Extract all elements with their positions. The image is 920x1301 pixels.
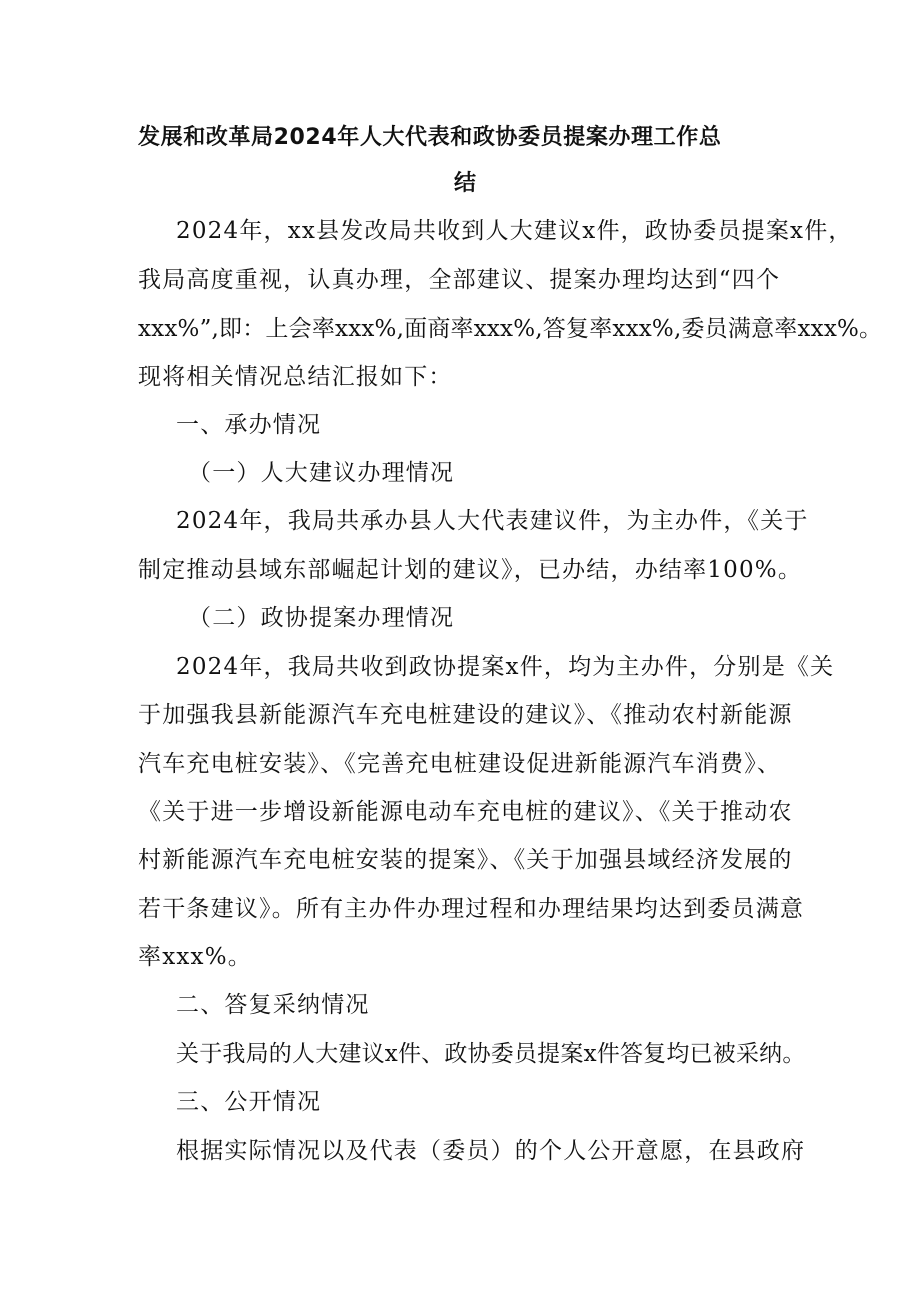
subsection-1-line-1: 2024年，我局共承办县人大代表建议件，为主办件，《关于 xyxy=(176,508,809,534)
subsection-1-line-2: 制定推动县域东部崛起计划的建议》，已办结，办结率100%。 xyxy=(138,557,803,583)
intro-line-4: 现将相关情况总结汇报如下： xyxy=(138,364,453,390)
subsection-2-line-5: 村新能源汽车充电桩安装的提案》、《关于加强县域经济发展的 xyxy=(138,847,793,873)
subsection-2-line-6: 若干条建议》。所有主办件办理过程和办理结果均达到委员满意 xyxy=(138,896,805,922)
subsection-2-heading: （二）政协提案办理情况 xyxy=(188,605,455,631)
subsection-2-line-1: 2024年，我局共收到政协提案x件，均为主办件，分别是《关 xyxy=(176,654,835,680)
section-3-heading: 三、公开情况 xyxy=(176,1089,322,1115)
intro-line-3: xxx%”,即：上会率xxx%,面商率xxx%,答复率xxx%,委员满意率xxx%。 xyxy=(138,316,883,342)
subsection-1-heading: （一）人大建议办理情况 xyxy=(188,460,455,486)
section-2-body: 关于我局的人大建议x件、政协委员提案x件答复均已被采纳。 xyxy=(176,1041,806,1067)
subsection-2-line-4: 《关于进一步增设新能源电动车充电桩的建议》、《关于推动农 xyxy=(138,799,793,825)
section-3-body: 根据实际情况以及代表（委员）的个人公开意愿，在县政府 xyxy=(176,1138,806,1164)
subsection-2-line-7: 率xxx%。 xyxy=(138,944,252,970)
document-title: 发展和改革局2024年人大代表和政协委员提案办理工作总 xyxy=(138,125,722,150)
document-title-continuation: 结 xyxy=(454,171,477,196)
subsection-2-line-2: 于加强我县新能源汽车充电桩建设的建议》、《推动农村新能源 xyxy=(138,702,793,728)
intro-line-1: 2024年，xx县发改局共收到人大建议x件，政协委员提案x件， xyxy=(176,218,853,244)
intro-line-2: 我局高度重视，认真办理，全部建议、提案办理均达到“四个 xyxy=(138,267,781,293)
section-1-heading: 一、承办情况 xyxy=(176,412,322,438)
section-2-heading: 二、答复采纳情况 xyxy=(176,992,370,1018)
subsection-2-line-3: 汽车充电桩安装》、《完善充电桩建设促进新能源汽车消费》、 xyxy=(138,751,782,777)
